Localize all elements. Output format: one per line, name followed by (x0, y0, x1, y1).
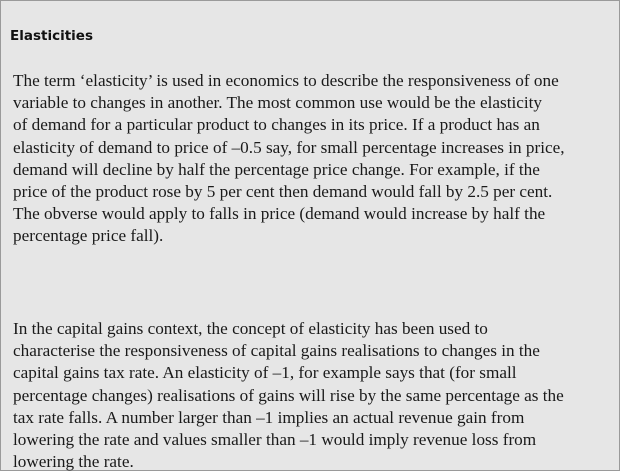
text-line: The obverse would apply to falls in price (demand would increase by half the (13, 204, 546, 224)
text-line: demand will decline by half the percentage price change. For example, if the (13, 159, 540, 179)
text-line: percentage price fall). (13, 226, 164, 246)
text-line: percentage changes) realisations of gains will rise by the same percentage as the (13, 385, 564, 405)
text-line: lowering the rate and values smaller than –1 would imply revenue loss from (13, 430, 537, 450)
text-line: In the capital gains context, the concept of elasticity has been used to (13, 319, 488, 338)
text-line: elasticity of demand to price of –0.5 say, for small percentage increases in price, (13, 137, 565, 157)
text-line: variable to changes in another. The most common use would be the elasticity (13, 93, 543, 113)
text-line: tax rate falls. A number larger than –1 implies an actual revenue gain from (13, 407, 525, 427)
text-line: of demand for a particular product to changes in its price. If a product has an (13, 115, 540, 135)
paragraph-definition (13, 70, 617, 248)
text-line: lowering the rate. (13, 452, 134, 472)
text-line: price of the product rose by 5 per cent then demand would fall by 2.5 per cent. (13, 182, 553, 202)
text-line: characterise the responsiveness of capital gains realisations to changes in the (13, 341, 540, 361)
paragraph-capital-gains (13, 318, 617, 473)
box-heading: Elasticities (10, 28, 93, 44)
text-line: capital gains tax rate. An elasticity of –1, for example says that (for small (13, 363, 517, 383)
text-line: The term ‘elasticity’ is used in economics to describe the responsiveness of one (13, 71, 559, 90)
